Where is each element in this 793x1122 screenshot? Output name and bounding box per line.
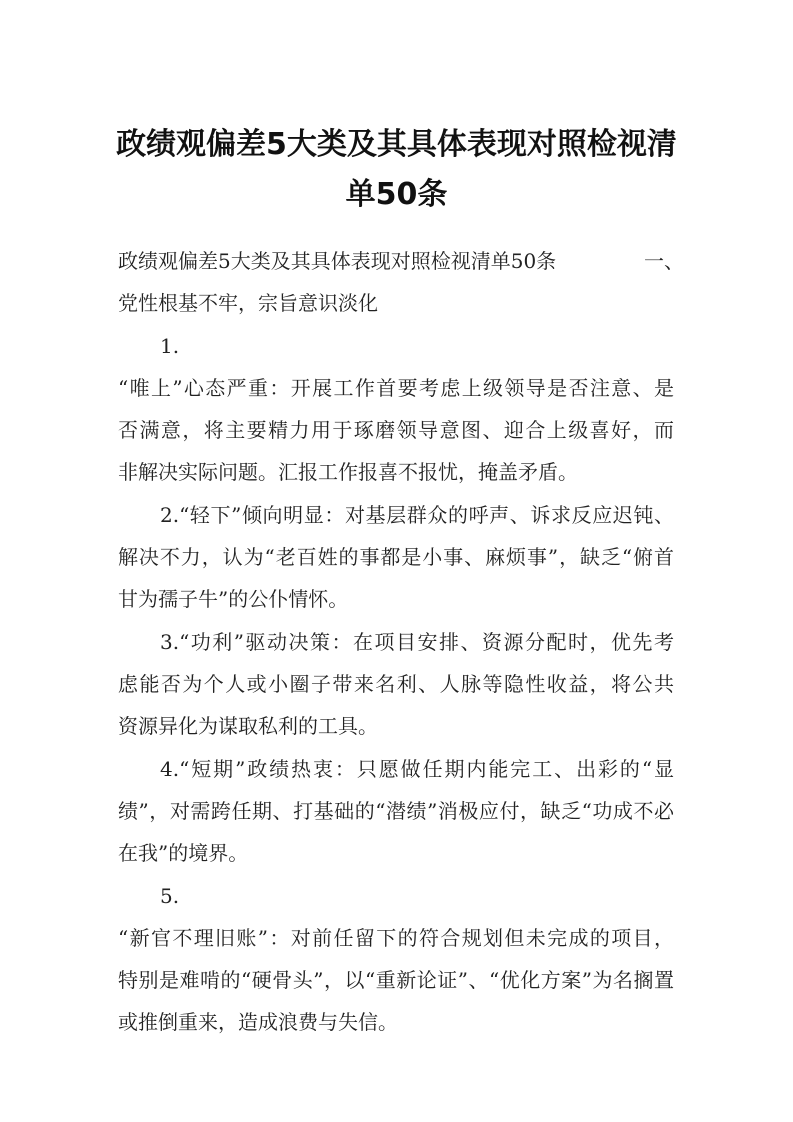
item-3-line-3: 资源异化为谋取私利的工具。	[118, 714, 378, 738]
intro-section-number: 一、	[644, 249, 684, 273]
intro-line-1: 政绩观偏差5大类及其具体表现对照检视清单50条	[118, 249, 557, 273]
item-2-line-2: 解决不力，认为“老百姓的事都是小事、麻烦事”，缺乏“俯首	[118, 545, 674, 569]
item-4-line-2: 绩”，对需跨任期、打基础的“潜绩”消极应付，缺乏“功成不必	[118, 799, 674, 823]
item-3-line-2: 虑能否为个人或小圈子带来名利、人脉等隐性收益，将公共	[118, 672, 674, 696]
item-2-line-3: 甘为孺子牛”的公仆情怀。	[118, 587, 349, 611]
document-title-line-2: 单50条	[345, 177, 448, 212]
item-5-number: 5.	[160, 884, 180, 908]
item-1-line-2: 否满意，将主要精力用于琢磨领导意图、迎合上级喜好，而	[118, 418, 674, 442]
item-5-line-3: 或推倒重来，造成浪费与失信。	[118, 1010, 398, 1034]
item-2-line-1: 2.“轻下”倾向明显：对基层群众的呼声、诉求反应迟钝、	[160, 503, 674, 527]
item-4-line-1: 4.“短期”政绩热衷：只愿做任期内能完工、出彩的“显	[160, 757, 674, 781]
item-1-line-1: “唯上”心态严重：开展工作首要考虑上级领导是否注意、是	[118, 376, 674, 400]
item-1-number: 1.	[160, 334, 180, 358]
item-1-line-3: 非解决实际问题。汇报工作报喜不报忧，掩盖矛盾。	[118, 460, 578, 484]
item-3-line-1: 3.“功利”驱动决策：在项目安排、资源分配时，优先考	[160, 630, 674, 654]
section-heading: 党性根基不牢，宗旨意识淡化	[118, 291, 378, 315]
item-5-line-1: “新官不理旧账”：对前任留下的符合规划但未完成的项目，	[118, 926, 674, 950]
item-5-line-2: 特别是难啃的“硬骨头”，以“重新论证”、“优化方案”为名搁置	[118, 968, 674, 992]
item-4-line-3: 在我”的境界。	[118, 841, 249, 865]
document-title-line-1: 政绩观偏差5大类及其具体表现对照检视清	[116, 127, 677, 162]
